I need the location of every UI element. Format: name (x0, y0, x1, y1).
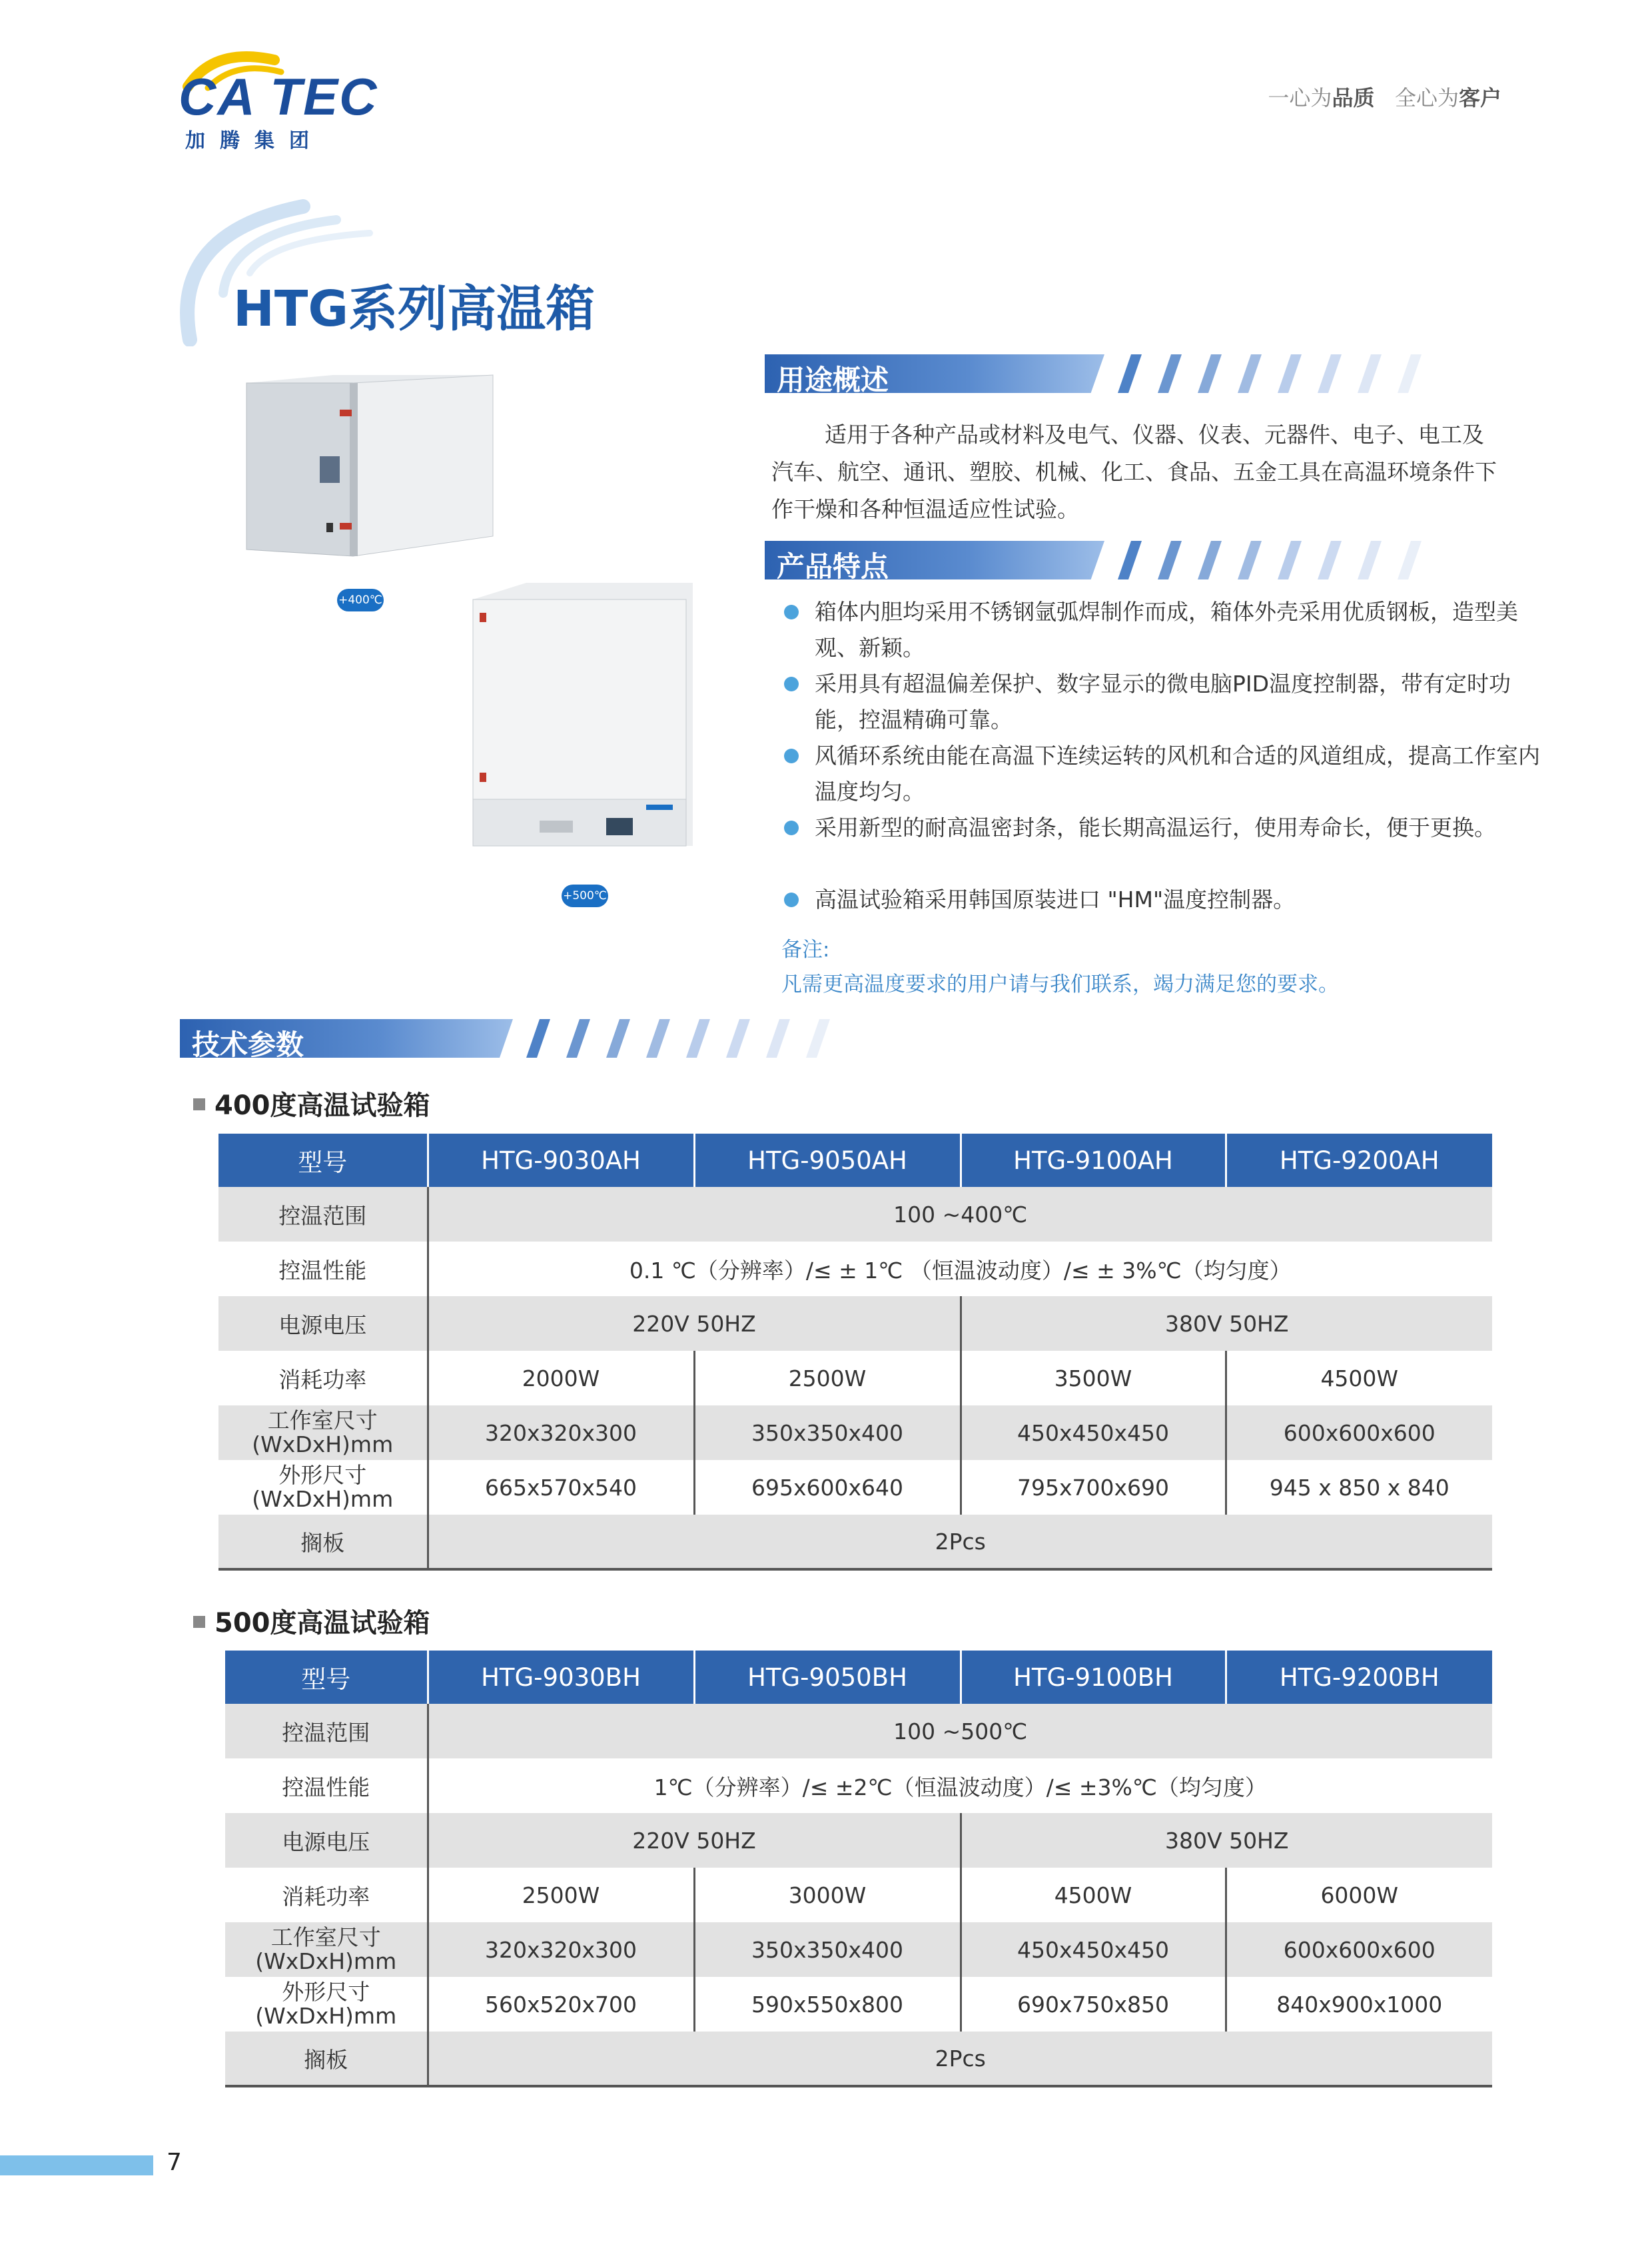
table-row (218, 1242, 1492, 1296)
chamber-cell: 320x320x300 (428, 1405, 694, 1460)
table-row (225, 1922, 1492, 1977)
temp-badge-400: +400℃ (337, 589, 384, 611)
range-label: 控温范围 (225, 1704, 428, 1758)
outer-cell: 695x600x640 (694, 1460, 961, 1515)
page-title: HTG系列高温箱 (233, 280, 596, 338)
feature-item: 箱体内胆均采用不锈钢氩弧焊制作而成，箱体外壳采用优质钢板，造型美观、新颖。 (783, 594, 1544, 666)
consumption-cell: 3500W (961, 1351, 1226, 1405)
bullet-dot-icon (784, 893, 799, 907)
feature-item: 高温试验箱采用韩国原装进口 "HM"温度控制器。 (783, 882, 1544, 918)
outer-cell: 560x520x700 (428, 1977, 694, 2032)
table-row (218, 1296, 1492, 1351)
logo-company-name: 加腾集团 (185, 129, 324, 153)
model-label: 型号 (218, 1134, 428, 1187)
square-bullet-icon (193, 1616, 205, 1628)
table-row (225, 2032, 1492, 2086)
power-label: 电源电压 (225, 1813, 428, 1868)
feature-item: 采用新型的耐高温密封条，能长期高温运行，使用寿命长，便于更换。 (783, 810, 1544, 846)
table-row (225, 1813, 1492, 1868)
chamber-cell: 600x600x600 (1226, 1922, 1492, 1977)
bullet-dot-icon (784, 605, 799, 619)
footer-bar (0, 2155, 153, 2175)
perf-label: 控温性能 (225, 1758, 428, 1813)
consumption-label: 消耗功率 (225, 1868, 428, 1922)
bullet-dot-icon (784, 821, 799, 835)
outer-cell: 945 x 850 x 840 (1226, 1460, 1492, 1515)
table-row (218, 1351, 1492, 1405)
perf-label: 控温性能 (218, 1242, 428, 1296)
table-row (225, 1704, 1492, 1758)
chamber-cell: 320x320x300 (428, 1922, 694, 1977)
consumption-cell: 4500W (961, 1868, 1226, 1922)
consumption-cell: 2500W (694, 1351, 961, 1405)
feature-item: 采用具有超温偏差保护、数字显示的微电脑PID温度控制器，带有定时功能，控温精确可靠。 (783, 666, 1544, 738)
chamber-cell: 450x450x450 (961, 1405, 1226, 1460)
model-cell: HTG-9200BH (1226, 1651, 1492, 1704)
note-label: 备注: (781, 938, 830, 962)
model-cell: HTG-9030AH (428, 1134, 694, 1187)
note-text: 凡需更高温度要求的用户请与我们联系，竭力满足您的要求。 (781, 972, 1339, 996)
power-value-b: 380V 50HZ (961, 1296, 1492, 1351)
chamber-label: 工作室尺寸 (WxDxH)mm (218, 1405, 428, 1460)
model-cell: HTG-9050AH (694, 1134, 961, 1187)
oven-500-image (466, 579, 706, 859)
usage-text: 适用于各种产品或材料及电气、仪器、仪表、元器件、电子、电工及汽车、航空、通讯、塑胶、机械、化工、食品、五金工具在高温环境条件下作干燥和各种恒温适应性试验。 (771, 422, 1497, 522)
model-label: 型号 (225, 1651, 428, 1704)
chamber-cell: 350x350x400 (694, 1922, 961, 1977)
slogan: 一心为品质 全心为客户 (1268, 85, 1501, 111)
model-cell: HTG-9050BH (694, 1651, 961, 1704)
model-cell: HTG-9030BH (428, 1651, 694, 1704)
table-row (218, 1405, 1492, 1460)
outer-cell: 590x550x800 (694, 1977, 961, 2032)
spec-table-400 (218, 1134, 1492, 1571)
consumption-cell: 2000W (428, 1351, 694, 1405)
outer-label: 外形尺寸 (WxDxH)mm (218, 1460, 428, 1515)
outer-cell: 665x570x540 (428, 1460, 694, 1515)
usage-section-header: 用途概述 (765, 354, 1464, 393)
perf-value: 1℃（分辨率）/≤ ±2℃（恒温波动度）/≤ ±3%℃（均匀度） (428, 1758, 1492, 1813)
bullet-dot-icon (784, 749, 799, 763)
bullet-dot-icon (784, 677, 799, 691)
table-row (225, 1868, 1492, 1922)
power-value-a: 220V 50HZ (428, 1296, 961, 1351)
power-label: 电源电压 (218, 1296, 428, 1351)
table-row (225, 1977, 1492, 2032)
model-cell: HTG-9100BH (961, 1651, 1226, 1704)
consumption-cell: 3000W (694, 1868, 961, 1922)
outer-cell: 840x900x1000 (1226, 1977, 1492, 2032)
table-row (225, 1758, 1492, 1813)
consumption-cell: 4500W (1226, 1351, 1492, 1405)
chamber-label: 工作室尺寸 (WxDxH)mm (225, 1922, 428, 1977)
table-row (218, 1460, 1492, 1515)
stripe-decoration-icon (513, 1019, 873, 1058)
features-section-header: 产品特点 (765, 541, 1464, 579)
chamber-cell: 350x350x400 (694, 1405, 961, 1460)
model-cell: HTG-9100AH (961, 1134, 1226, 1187)
feature-item: 风循环系统由能在高温下连续运转的风机和合适的风道组成，提高工作室内温度均匀。 (783, 738, 1544, 810)
shelf-value: 2Pcs (428, 1515, 1492, 1569)
square-bullet-icon (193, 1098, 205, 1110)
chamber-cell: 600x600x600 (1226, 1405, 1492, 1460)
outer-cell: 795x700x690 (961, 1460, 1226, 1515)
page-number: 7 (167, 2149, 182, 2176)
perf-value: 0.1 ℃（分辨率）/≤ ± 1℃ （恒温波动度）/≤ ± 3%℃（均匀度） (428, 1242, 1492, 1296)
spec-table-500 (225, 1651, 1492, 2087)
table-row (218, 1515, 1492, 1569)
outer-label: 外形尺寸 (WxDxH)mm (225, 1977, 428, 2032)
table-row (218, 1134, 1492, 1187)
temp-badge-500: +500℃ (562, 885, 608, 907)
range-value: 100 ~500℃ (428, 1704, 1492, 1758)
power-value-a: 220V 50HZ (428, 1813, 961, 1868)
shelf-label: 搁板 (218, 1515, 428, 1569)
outer-cell: 690x750x850 (961, 1977, 1226, 2032)
power-value-b: 380V 50HZ (961, 1813, 1492, 1868)
range-label: 控温范围 (218, 1187, 428, 1242)
stripe-decoration-icon (1104, 541, 1464, 579)
shelf-value: 2Pcs (428, 2032, 1492, 2086)
stripe-decoration-icon (1104, 354, 1464, 393)
table-row (218, 1187, 1492, 1242)
table2-title: 500度高温试验箱 (193, 1602, 430, 1640)
logo-text: CA TEC (179, 67, 378, 126)
tech-section-header: 技术参数 (180, 1019, 873, 1058)
oven-400-image (240, 370, 506, 569)
table-row (225, 1651, 1492, 1704)
shelf-label: 搁板 (225, 2032, 428, 2086)
consumption-label: 消耗功率 (218, 1351, 428, 1405)
table1-title: 400度高温试验箱 (193, 1084, 430, 1122)
chamber-cell: 450x450x450 (961, 1922, 1226, 1977)
consumption-cell: 6000W (1226, 1868, 1492, 1922)
range-value: 100 ~400℃ (428, 1187, 1492, 1242)
consumption-cell: 2500W (428, 1868, 694, 1922)
model-cell: HTG-9200AH (1226, 1134, 1492, 1187)
